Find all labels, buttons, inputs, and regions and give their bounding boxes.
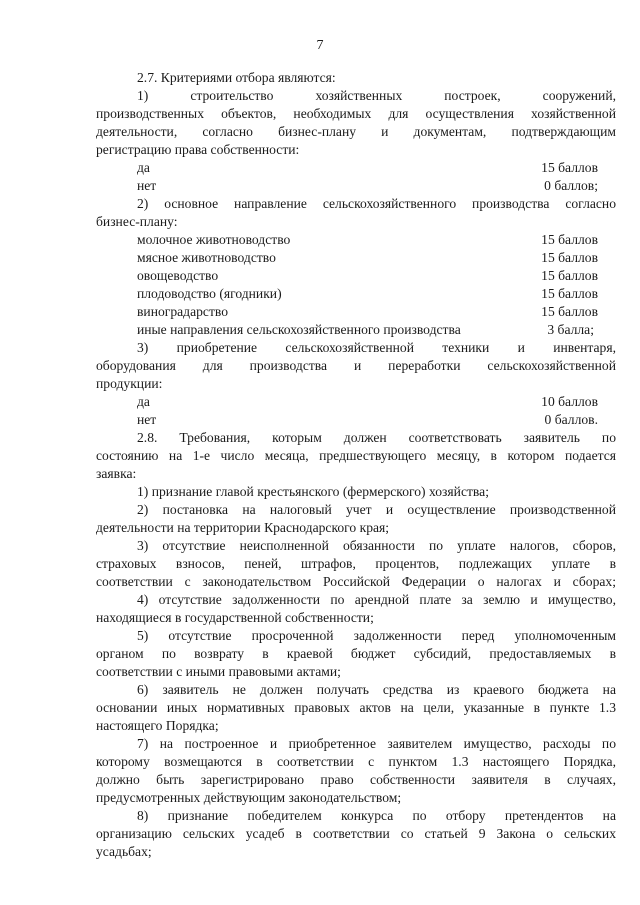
paragraph-line: бизнес-плану:	[96, 214, 178, 229]
paragraph-line: соответствии с законодательством Российской Федерации о налогах и сборах;	[96, 574, 616, 589]
paragraph-line: страховых взносов, пеней, штрафов, процентов, подлежащих уплате в	[96, 556, 616, 571]
criteria-label: да	[137, 394, 150, 409]
criteria-points: 15 баллов	[541, 268, 598, 283]
paragraph-line: продукции:	[96, 376, 163, 391]
criteria-label: нет	[137, 178, 157, 193]
paragraph-line: регистрацию права собственности:	[96, 142, 300, 157]
paragraph-line: находящиеся в государственной собственности;	[96, 610, 374, 625]
paragraph-line: заявка:	[96, 466, 137, 481]
paragraph-line: 8) признание победителем конкурса по отбору претендентов на	[137, 808, 616, 823]
paragraph-line: должно быть зарегистрировано право собственности заявителя в случаях,	[96, 772, 616, 787]
criteria-points: 15 баллов	[541, 286, 598, 301]
paragraph-line: 2) постановка на налоговый учет и осуществление производственной	[137, 502, 616, 517]
criteria-label: нет	[137, 412, 157, 427]
criteria-points: 15 баллов	[541, 232, 598, 247]
paragraph-line: 6) заявитель не должен получать средства из краевого бюджета на	[137, 682, 616, 697]
paragraph-line: настоящего Порядка;	[96, 718, 219, 733]
criteria-label: иные направления сельскохозяйственного производства	[137, 322, 461, 337]
paragraph-line: 1) признание главой крестьянского (фермерского) хозяйства;	[137, 484, 489, 499]
criteria-points: 15 баллов	[541, 160, 598, 175]
paragraph-line: 7) на построенное и приобретенное заявителем имущество, расходы по	[137, 736, 616, 751]
criteria-label: да	[137, 160, 150, 175]
paragraph-line: 3) приобретение сельскохозяйственной техники и инвентаря,	[137, 340, 616, 355]
paragraph-line: 4) отсутствие задолженности по арендной плате за землю и имущество,	[137, 592, 616, 607]
paragraph-line: 2) основное направление сельскохозяйственного производства согласно	[137, 196, 616, 211]
criteria-points: 3 балла;	[547, 322, 594, 337]
criteria-label: мясное животноводство	[137, 250, 276, 265]
criteria-points: 0 баллов;	[544, 178, 598, 193]
paragraph-line: усадьбах;	[96, 844, 152, 859]
criteria-label: овощеводство	[137, 268, 219, 283]
paragraph-line: оборудования для производства и переработки сельскохозяйственной	[96, 358, 616, 373]
criteria-label: плодоводство (ягодники)	[137, 286, 282, 301]
criteria-points: 0 баллов.	[544, 412, 598, 427]
paragraph-line: состоянию на 1-е число месяца, предшествующего месяцу, в котором подается	[96, 448, 616, 463]
paragraph-line: предусмотренных действующим законодательством;	[96, 790, 402, 805]
criteria-points: 10 баллов	[541, 394, 598, 409]
paragraph-line: деятельности на территории Краснодарского края;	[96, 520, 390, 535]
paragraph-line: деятельности, согласно бизнес-плану и документам, подтверждающим	[96, 124, 616, 139]
criteria-label: молочное животноводство	[137, 232, 291, 247]
section-2-7-heading: 2.7. Критериями отбора являются:	[137, 70, 336, 85]
paragraph-line: производственных объектов, необходимых для осуществления хозяйственной	[96, 106, 616, 121]
criteria-points: 15 баллов	[541, 304, 598, 319]
paragraph-line: которому возмещаются в соответствии с пунктом 1.3 настоящего Порядка,	[96, 754, 616, 769]
paragraph-line: соответствии с иными правовыми актами;	[96, 664, 341, 679]
paragraph-line: 1) строительство хозяйственных построек, сооружений,	[137, 88, 616, 103]
paragraph-line: 5) отсутствие просроченной задолженности перед уполномоченным	[137, 628, 616, 643]
paragraph-line: основании иных нормативных правовых актов на цели, указанные в пункте 1.3	[96, 700, 616, 715]
paragraph-line: 3) отсутствие неисполненной обязанности по уплате налогов, сборов,	[137, 538, 616, 553]
criteria-label: виноградарство	[137, 304, 229, 319]
section-2-8-heading: 2.8. Требования, которым должен соответствовать заявитель по	[137, 430, 616, 445]
page-number: 7	[316, 38, 324, 53]
criteria-points: 15 баллов	[541, 250, 598, 265]
paragraph-line: органом по возврату в краевой бюджет субсидий, предоставляемых в	[96, 646, 616, 661]
paragraph-line: организацию сельских усадеб в соответствии со статьей 9 Закона о сельских	[96, 826, 616, 841]
